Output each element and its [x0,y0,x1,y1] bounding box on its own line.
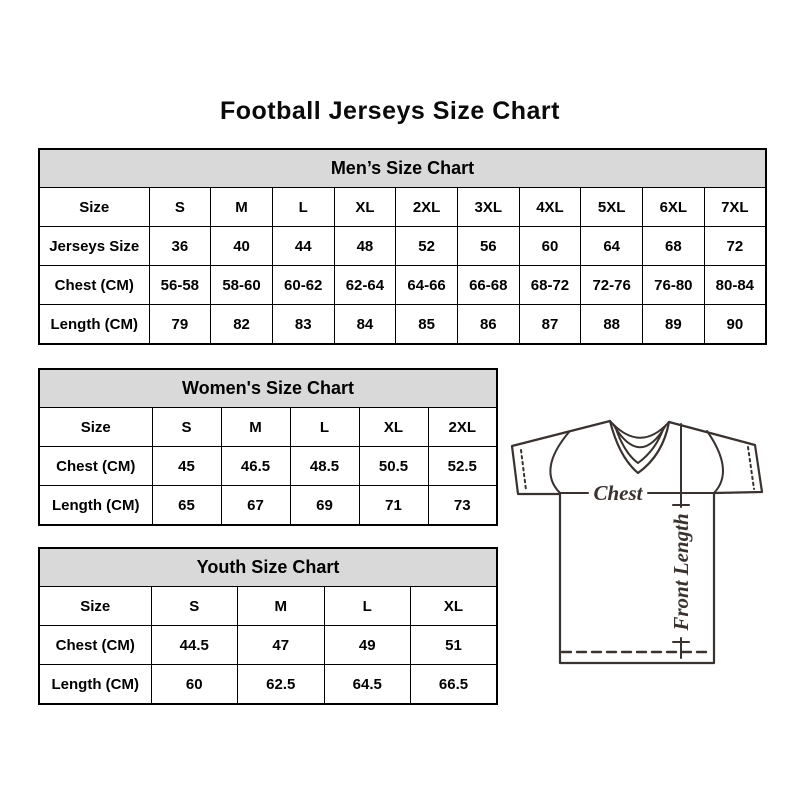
table-cell: 47 [238,626,325,665]
table-cell: 71 [359,486,428,526]
womens-size-table [38,368,498,526]
row-label: Length (CM) [39,486,152,526]
jersey-measurement-diagram [503,400,771,672]
table-cell: S [152,408,221,447]
table-cell: 86 [457,305,519,345]
table-cell: 4XL [519,188,581,227]
jersey-outline [512,421,762,663]
table-cell: 60 [151,665,238,705]
youth-table-grid [38,547,498,705]
table-cell: 52 [396,227,458,266]
youth-size-table [38,547,498,705]
table-cell: 72-76 [581,266,643,305]
left-cuff-stitch [521,450,526,490]
table-title-row [39,149,766,188]
table-cell: 85 [396,305,458,345]
youth-table-title: Youth Size Chart [39,548,497,587]
right-cuff-stitch [748,447,754,489]
table-cell: 60-62 [272,266,334,305]
table-cell: L [272,188,334,227]
table-cell: 6XL [643,188,705,227]
table-title-row [39,548,497,587]
table-cell: 50.5 [359,447,428,486]
row-label: Size [39,408,152,447]
table-cell: 51 [411,626,498,665]
row-label: Length (CM) [39,665,151,705]
table-row [39,227,766,266]
table-cell: 64 [581,227,643,266]
table-cell: XL [411,587,498,626]
row-label: Chest (CM) [39,447,152,486]
table-cell: 60 [519,227,581,266]
table-cell: 66-68 [457,266,519,305]
table-cell: 52.5 [428,447,497,486]
table-cell: 90 [704,305,766,345]
table-cell: M [238,587,325,626]
mens-table-grid [38,148,767,345]
table-cell: L [324,587,411,626]
table-cell: 68-72 [519,266,581,305]
table-cell: S [151,587,238,626]
womens-table-title: Women's Size Chart [39,369,497,408]
table-cell: 44.5 [151,626,238,665]
row-label: Jerseys Size [39,227,149,266]
table-cell: 5XL [581,188,643,227]
table-cell: 3XL [457,188,519,227]
chest-measure-label: Chest [593,481,643,505]
table-cell: S [149,188,211,227]
table-cell: L [290,408,359,447]
table-cell: 36 [149,227,211,266]
table-cell: 58-60 [211,266,273,305]
table-cell: 88 [581,305,643,345]
table-cell: 40 [211,227,273,266]
table-row [39,305,766,345]
row-label: Chest (CM) [39,626,151,665]
collar-back-curve-2 [613,424,666,447]
row-label: Size [39,188,149,227]
table-cell: 48 [334,227,396,266]
table-cell: M [221,408,290,447]
table-cell: M [211,188,273,227]
right-sleeve-seam [707,431,723,493]
table-cell: 68 [643,227,705,266]
table-cell: 56 [457,227,519,266]
table-row [39,587,497,626]
table-cell: 87 [519,305,581,345]
row-label: Size [39,587,151,626]
table-cell: 72 [704,227,766,266]
left-sleeve-seam [550,432,569,493]
table-cell: 82 [211,305,273,345]
mens-table-title: Men’s Size Chart [39,149,766,188]
table-cell: 49 [324,626,411,665]
table-cell: 2XL [396,188,458,227]
table-row [39,665,497,705]
table-cell: 69 [290,486,359,526]
table-cell: 83 [272,305,334,345]
table-cell: 80-84 [704,266,766,305]
table-cell: 73 [428,486,497,526]
table-row [39,408,497,447]
table-cell: 84 [334,305,396,345]
table-row [39,266,766,305]
womens-table-grid [38,368,498,526]
table-row [39,447,497,486]
table-cell: 79 [149,305,211,345]
table-cell: 2XL [428,408,497,447]
table-cell: 45 [152,447,221,486]
row-label: Length (CM) [39,305,149,345]
table-cell: 76-80 [643,266,705,305]
table-cell: 48.5 [290,447,359,486]
table-cell: 44 [272,227,334,266]
table-cell: 64-66 [396,266,458,305]
table-cell: 56-58 [149,266,211,305]
table-cell: 67 [221,486,290,526]
table-cell: 64.5 [324,665,411,705]
table-cell: 62-64 [334,266,396,305]
mens-size-table [38,148,767,345]
table-cell: XL [334,188,396,227]
front-length-measure-label: Front Length [669,513,693,631]
table-cell: 66.5 [411,665,498,705]
table-cell: 89 [643,305,705,345]
table-row [39,486,497,526]
page-title: Football Jerseys Size Chart [219,97,560,125]
row-label: Chest (CM) [39,266,149,305]
table-cell: 65 [152,486,221,526]
table-cell: XL [359,408,428,447]
table-cell: 62.5 [238,665,325,705]
table-title-row [39,369,497,408]
table-row [39,188,766,227]
table-cell: 7XL [704,188,766,227]
table-row [39,626,497,665]
table-cell: 46.5 [221,447,290,486]
